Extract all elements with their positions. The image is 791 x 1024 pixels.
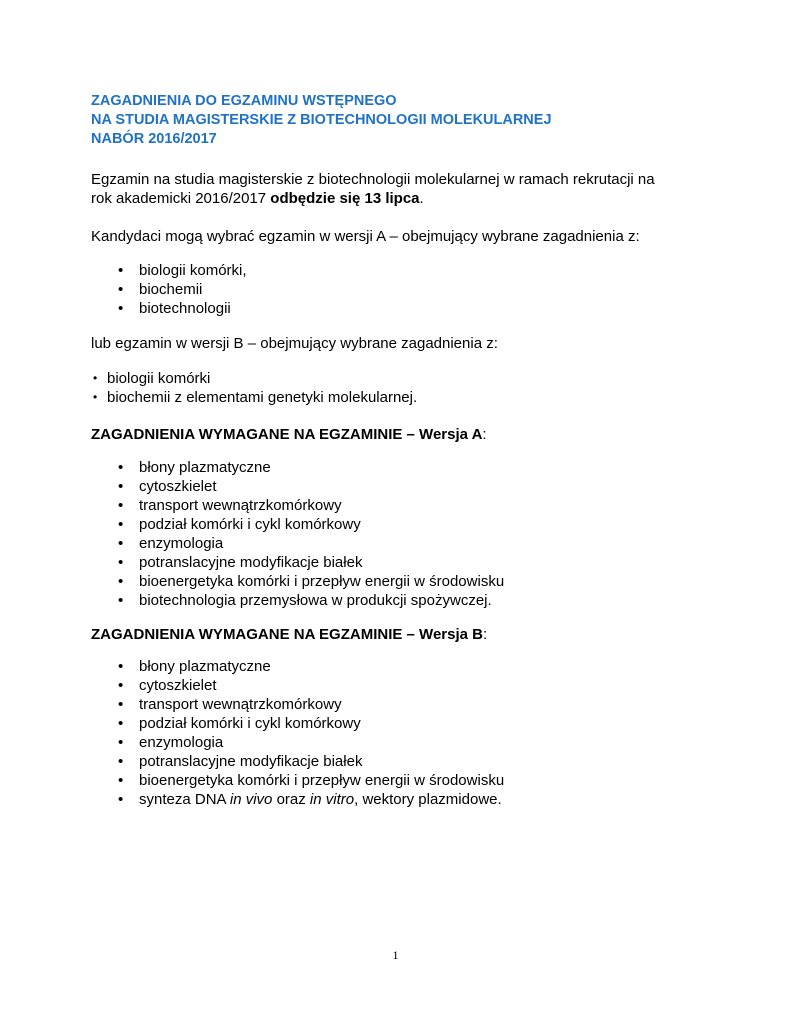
last-topic-part-3: oraz xyxy=(272,791,310,808)
section-a-topic-list xyxy=(118,458,504,610)
title-line-1: ZAGADNIENIA DO EGZAMINU WSTĘPNEGO xyxy=(91,93,397,109)
list-item: • biotechnologii xyxy=(118,299,247,318)
list-item: • błony plazmatyczne xyxy=(118,458,504,477)
intro-line-1: Egzamin na studia magisterskie z biotechnologii molekularnej w ramach rekrutacji na xyxy=(91,171,655,188)
list-item: • podział komórki i cykl komórkowy xyxy=(118,515,504,534)
section-a-heading-text: ZAGADNIENIA WYMAGANE NA EGZAMINIE – Wersja A xyxy=(91,426,483,443)
list-item: • biologii komórki xyxy=(91,369,417,388)
version-b-intro: lub egzamin w wersji B – obejmujący wybrane zagadnienia z: xyxy=(91,335,498,352)
list-item: • biologii komórki, xyxy=(118,261,247,280)
version-a-intro: Kandydaci mogą wybrać egzamin w wersji A – obejmujący wybrane zagadnienia z: xyxy=(91,228,640,245)
list-item: • biotechnologia przemysłowa w produkcji spożywczej. xyxy=(118,591,504,610)
list-item: • biochemii xyxy=(118,280,247,299)
list-item: • błony plazmatyczne xyxy=(118,657,504,676)
title-line-3: NABÓR 2016/2017 xyxy=(91,131,217,147)
intro-line-2-suffix: . xyxy=(419,190,424,207)
title-line-2: NA STUDIA MAGISTERSKIE Z BIOTECHNOLOGII MOLEKULARNEJ xyxy=(91,112,552,128)
list-item: • transport wewnątrzkomórkowy xyxy=(118,496,504,515)
list-item: • bioenergetyka komórki i przepływ energii w środowisku xyxy=(118,572,504,591)
section-b-heading-colon: : xyxy=(482,626,488,643)
list-item xyxy=(118,790,504,809)
list-item: • bioenergetyka komórki i przepływ energii w środowisku xyxy=(118,771,504,790)
list-item: • cytoszkielet xyxy=(118,477,504,496)
last-topic-in-vitro: in vitro xyxy=(309,791,355,808)
section-a-heading-colon: : xyxy=(482,426,487,443)
version-b-subject-list xyxy=(91,369,417,407)
last-topic-part-5: , wektory plazmidowe. xyxy=(354,791,502,808)
exam-date: odbędzie się 13 lipca xyxy=(270,190,420,207)
list-item: • cytoszkielet xyxy=(118,676,504,695)
list-item: • transport wewnątrzkomórkowy xyxy=(118,695,504,714)
section-b-topic-list xyxy=(118,657,504,809)
intro-paragraph xyxy=(91,170,711,208)
list-item: • potranslacyjne modyfikacje białek xyxy=(118,752,504,771)
intro-line-2-prefix: rok akademicki 2016/2017 xyxy=(91,190,271,207)
section-a-heading xyxy=(91,425,711,444)
document-title xyxy=(91,92,552,149)
last-topic-part-1: synteza DNA xyxy=(139,791,230,808)
section-b-heading xyxy=(91,625,711,644)
list-item: • podział komórki i cykl komórkowy xyxy=(118,714,504,733)
page-number: 1 xyxy=(392,948,399,962)
last-topic-in-vivo: in vivo xyxy=(229,791,273,808)
section-b-heading-text: ZAGADNIENIA WYMAGANE NA EGZAMINIE – Wersja B xyxy=(91,626,483,643)
list-item: • enzymologia xyxy=(118,534,504,553)
version-a-subject-list xyxy=(118,261,247,318)
list-item: • enzymologia xyxy=(118,733,504,752)
list-item: • biochemii z elementami genetyki molekularnej. xyxy=(91,388,417,407)
list-item: • potranslacyjne modyfikacje białek xyxy=(118,553,504,572)
